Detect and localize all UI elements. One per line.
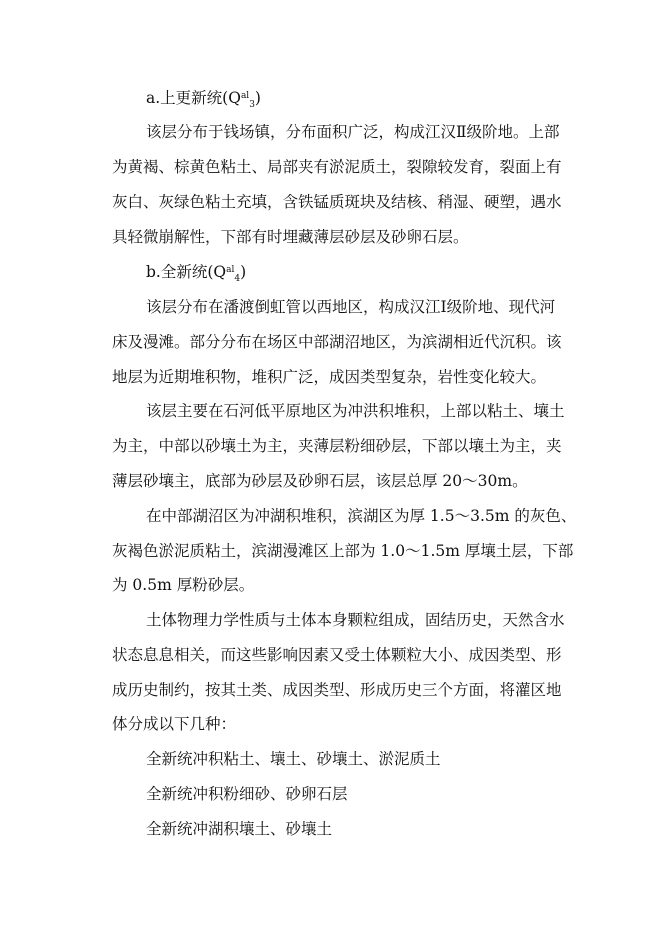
para-c-line-3: 薄层砂壤主，底部为砂层及砂卵石层，该层总厚 20～30m。 bbox=[112, 472, 528, 490]
para-e-line-3: 成历史制约，按其土类、成因类型、形成历史三个方面，将灌区地 bbox=[112, 681, 562, 699]
section-a-label: a.上更新统(Q bbox=[146, 89, 241, 107]
section-a-heading bbox=[146, 88, 261, 111]
para-e-line-1: 土体物理力学性质与土体本身颗粒组成，固结历史，天然含水 bbox=[146, 611, 565, 629]
section-b-sub: 4 bbox=[234, 274, 241, 284]
list-item: 全新统冲积粘土、壤土、砂壤土、淤泥质土 bbox=[146, 750, 441, 768]
para-b-line-3: 地层为近期堆积物，堆积广泛，成因类型复杂，岩性变化较大。 bbox=[112, 368, 547, 386]
para-d-line-2: 灰褐色淤泥质粘土，滨湖漫滩区上部为 1.0～1.5m 厚壤土层，下部 bbox=[112, 542, 574, 560]
para-e-line-4: 体分成以下几种： bbox=[112, 715, 237, 733]
section-b-close: ) bbox=[240, 263, 247, 281]
section-a-sub: 3 bbox=[249, 100, 255, 110]
para-d-line-3: 为 0.5m 厚粉砂层。 bbox=[112, 576, 255, 594]
para-c-line-1: 该层主要在石河低平原地区为冲洪积堆积，上部以粘土、壤土 bbox=[146, 402, 565, 420]
para-a-line-4: 具轻微崩解性，下部有时埋藏薄层砂层及砂卵石层。 bbox=[112, 228, 469, 246]
para-a-line-2: 为黄褐、棕黄色粘土、局部夹有淤泥质土，裂隙较发育，裂面上有 bbox=[112, 158, 562, 176]
para-e-line-2: 状态息息相关，而这些影响因素又受土体颗粒大小、成因类型、形 bbox=[112, 646, 562, 664]
section-b-label: b.全新统(Q bbox=[146, 263, 227, 281]
list-item: 全新统冲积粉细砂、砂卵石层 bbox=[146, 785, 348, 803]
para-a-line-1: 该层分布于钱场镇，分布面积广泛，构成江汉Ⅱ级阶地。上部 bbox=[146, 123, 560, 141]
para-a-line-3: 灰白、灰绿色粘土充填，含铁锰质斑块及结核、稍湿、硬塑，遇水 bbox=[112, 193, 562, 211]
para-b-line-1: 该层分布在潘渡倒虹管以西地区，构成汉江Ⅰ级阶地、现代河 bbox=[146, 298, 556, 316]
section-a-sup: al bbox=[240, 91, 250, 101]
para-c-line-2: 为主，中部以砂壤土为主，夹薄层粉细砂层，下部以壤土为主，夹 bbox=[112, 437, 562, 455]
list-item: 全新统冲湖积壤土、砂壤土 bbox=[146, 820, 333, 838]
section-b-sup: al bbox=[226, 265, 235, 275]
para-b-line-2: 床及漫滩。部分分布在场区中部湖沼地区，为滨湖相近代沉积。该 bbox=[112, 333, 562, 351]
para-d-line-1: 在中部湖沼区为冲湖积堆积，滨湖区为厚 1.5～3.5m 的灰色、 bbox=[146, 507, 577, 525]
section-b-heading bbox=[146, 262, 246, 285]
section-a-close: ) bbox=[254, 89, 261, 107]
